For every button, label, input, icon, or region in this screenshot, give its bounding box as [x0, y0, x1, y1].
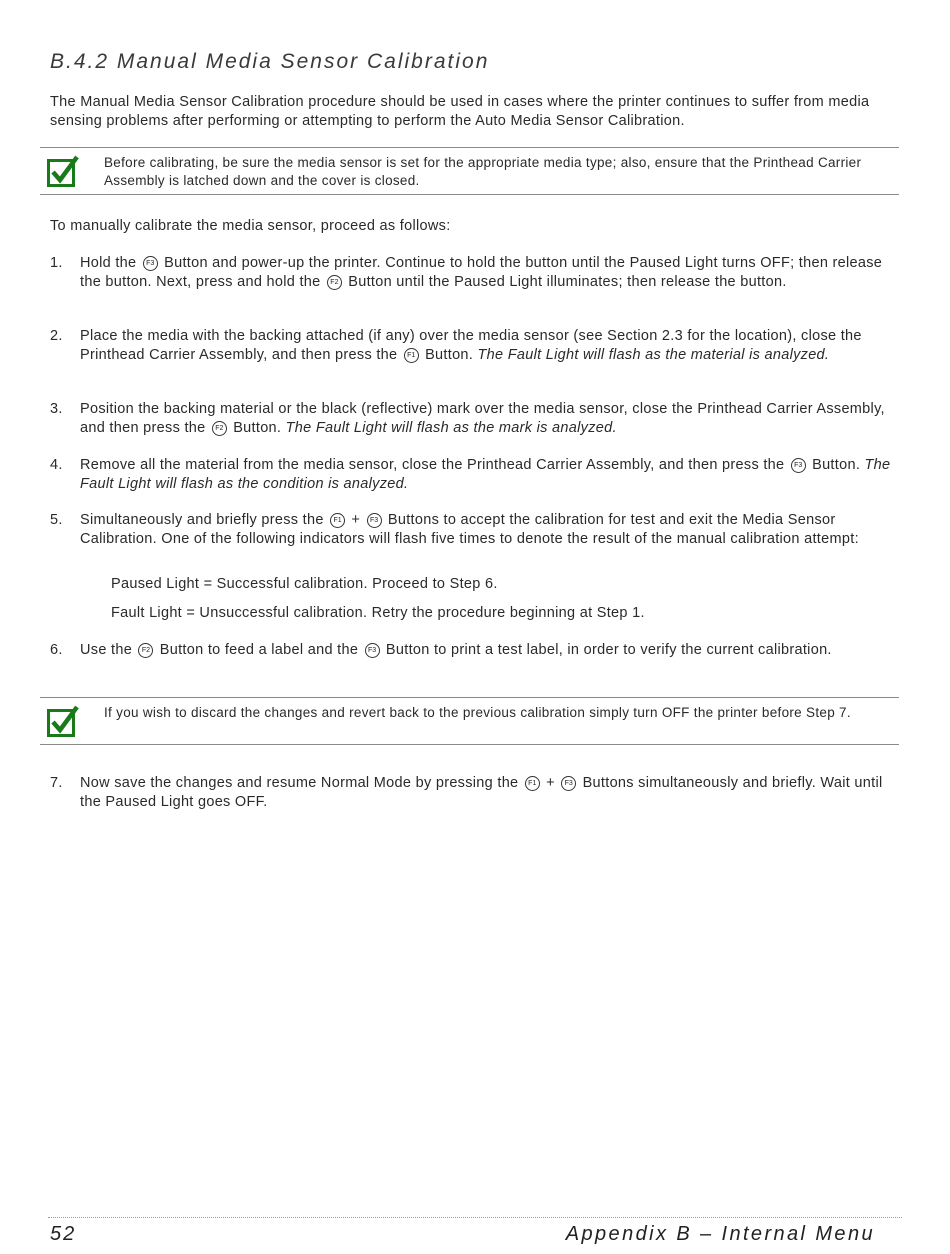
calibration-result-success: Paused Light = Successful calibration. Proceed to Step 6. — [111, 576, 498, 592]
plus-sign: + — [351, 512, 361, 528]
f2-key-icon: F2 — [138, 643, 153, 658]
step-text: Position the backing material or the black (reflective) mark over the media sensor, close the Printhead Carrier Assembly, and then press the F2 Button. The Fault Light will flash as the mark is analyzed. — [80, 401, 885, 436]
procedure-lead: To manually calibrate the media sensor, proceed as follows: — [50, 218, 451, 234]
step-text: Now save the changes and resume Normal Mode by pressing the F1 + F3 Buttons simultaneously and briefly. Wait until the Paused Light goes OFF. — [80, 775, 883, 810]
note-box — [40, 147, 899, 195]
f3-key-icon: F3 — [561, 776, 576, 791]
footer-title: Appendix B – Internal Menu — [565, 1223, 875, 1245]
f3-key-icon: F3 — [367, 513, 382, 528]
intro-paragraph: The Manual Media Sensor Calibration procedure should be used in cases where the printer continues to suffer from media sensing problems after performing or attempting to perform the Auto Media Sensor Calibration. — [50, 94, 870, 129]
step-text: Use the F2 Button to feed a label and the F3 Button to print a test label, in order to verify the current calibration. — [80, 642, 832, 658]
f1-key-icon: F1 — [404, 348, 419, 363]
checkmark-icon — [47, 155, 79, 187]
step-text: Hold the F3 Button and power-up the printer. Continue to hold the button until the Paused Light turns OFF; then release the button. Next, press and hold the F2 Button until the Paused Light illuminates; then release the button. — [80, 255, 883, 290]
checkmark-icon — [47, 705, 79, 737]
f1-key-icon: F1 — [330, 513, 345, 528]
step-text: Place the media with the backing attached (if any) over the media sensor (see Section 2.3 for the location), close the Printhead Carrier Assembly, and then press the F1 Button. The Fault Light will flash as the material is analyzed. — [80, 328, 862, 363]
step-number: 7. — [50, 775, 63, 791]
f3-key-icon: F3 — [143, 256, 158, 271]
section-title: B.4.2 Manual Media Sensor Calibration — [50, 50, 490, 73]
step-number: 5. — [50, 512, 63, 528]
f2-key-icon: F2 — [327, 275, 342, 290]
step-text: Remove all the material from the media sensor, close the Printhead Carrier Assembly, and then press the F3 Button. The Fault Light will flash as the condition is analyzed. — [80, 457, 891, 492]
f1-key-icon: F1 — [525, 776, 540, 791]
step-number: 1. — [50, 255, 63, 271]
f2-key-icon: F2 — [212, 421, 227, 436]
f3-key-icon: F3 — [365, 643, 380, 658]
step-number: 4. — [50, 457, 63, 473]
page-number: 52 — [50, 1223, 77, 1245]
note-box — [40, 697, 899, 745]
note-text: If you wish to discard the changes and revert back to the previous calibration simply turn OFF the printer before Step 7. — [104, 705, 851, 720]
step-text: Simultaneously and briefly press the F1 + F3 Buttons to accept the calibration for test and exit the Media Sensor Calibration. One of the following indicators will flash five times to denote the result of the manual calibration attempt: — [80, 512, 859, 547]
step-result-note: The Fault Light will flash as the mark is analyzed. — [285, 419, 617, 436]
step-number: 2. — [50, 328, 63, 344]
calibration-result-failure: Fault Light = Unsuccessful calibration. Retry the procedure beginning at Step 1. — [111, 605, 645, 621]
f3-key-icon: F3 — [791, 458, 806, 473]
note-text: Before calibrating, be sure the media sensor is set for the appropriate media type; also, ensure that the Printhead Carrier Assembly is latched down and the cover is closed. — [104, 155, 862, 188]
step-result-note: The Fault Light will flash as the condition is analyzed. — [80, 457, 891, 492]
step-number: 6. — [50, 642, 63, 658]
plus-sign: + — [546, 775, 555, 791]
footer-divider — [48, 1217, 902, 1218]
step-number: 3. — [50, 401, 63, 417]
step-result-note: The Fault Light will flash as the material is analyzed. — [477, 346, 830, 363]
